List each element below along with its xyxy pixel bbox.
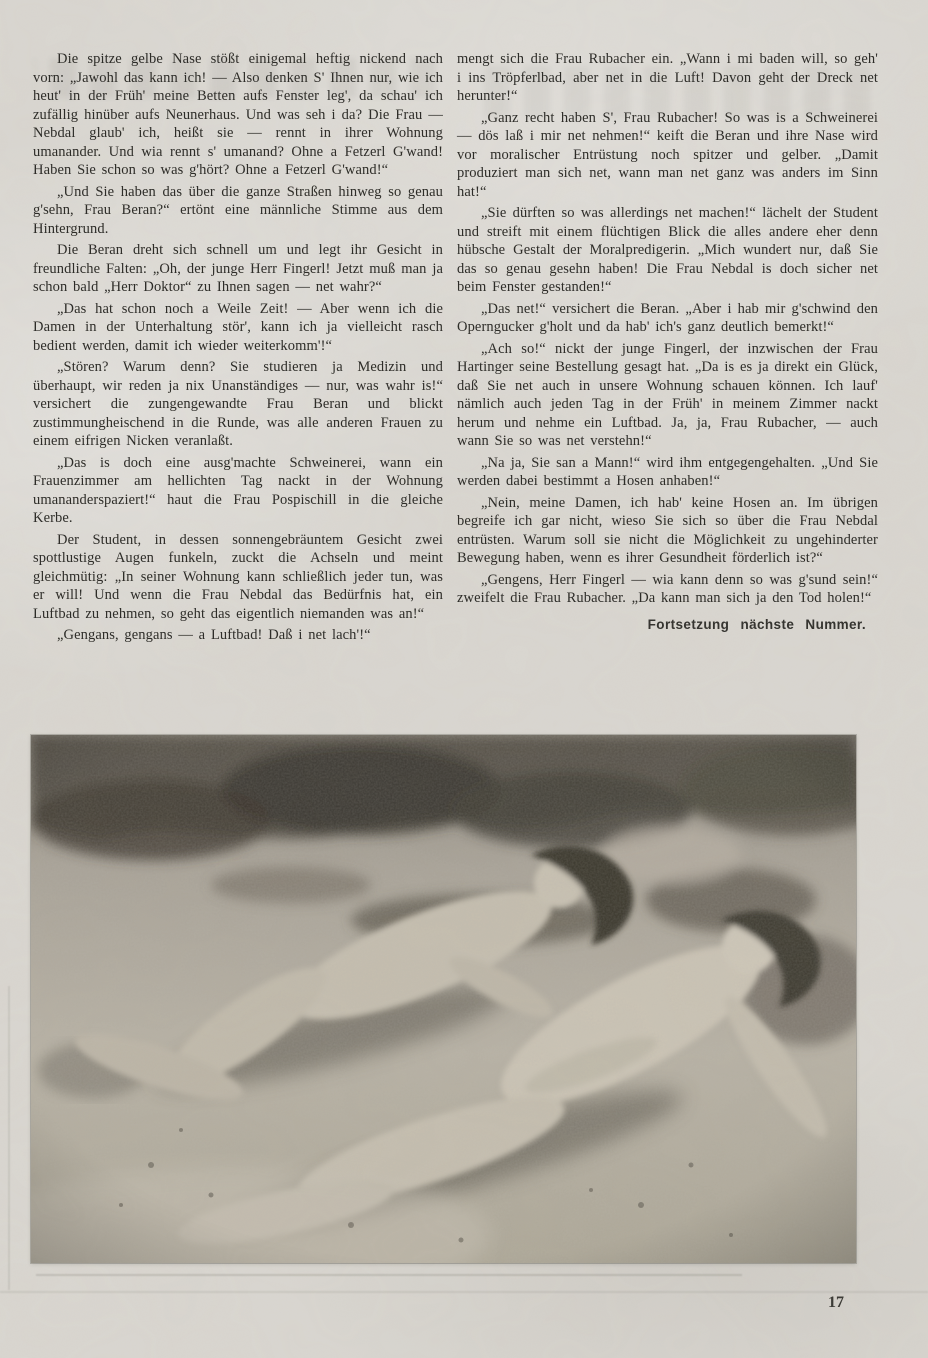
article-paragraph: „Das is doch eine ausg'machte Schweinerei, wann ein Frauenzimmer am hellichten Tag nackt in der Wohnung umananderspaziert!“ haut die Frau Pospischill in die gleiche Kerbe. <box>33 454 443 526</box>
text-column-left <box>33 50 443 648</box>
article-paragraph: Die spitze gelbe Nase stößt einigemal heftig nickend nach vorn: „Jawohl das kann ich! — Also denken S' Ihnen nur, wie ich heut' in der Früh' meine Betten aufs Fenster leg', da schau' ich zufällig hinüber aufs Neunerhaus. Und was seh i da? Die Frau — Nebdal glaub' ich, heißt sie — rennt in ihrer Wohnung umanander. Und wia rennt s' umanand? Ohne a Fetzerl G'wand! Haben Sie schon so was g'hört? Ohne a Fetzerl G'wand!“ <box>33 51 443 178</box>
article-paragraph: „Das hat schon noch a Weile Zeit! — Aber wenn ich die Damen in der Unterhaltung stör', kann ich ja vielleicht rasch bedient werden, damit ich wieder weiterkomm'!“ <box>33 300 443 354</box>
text-column-right <box>457 50 878 648</box>
continuation-notice: Fortsetzung nächste Nummer. <box>647 616 866 632</box>
beach-sunbathing-photo <box>31 735 856 1263</box>
article-paragraph: „Stören? Warum denn? Sie studieren ja Medizin und überhaupt, wir reden ja nix Unanständiges — nur, was wahr is!“ versichert die zungengewandte Frau Beran und blickt zustimmungheischend in die Runde, was alle anderen Frauen zu einem eifrigen Nicken veranlaßt. <box>33 359 443 449</box>
page-number: 17 <box>828 1294 844 1311</box>
article-paragraph: „Ach so!“ nickt der junge Fingerl, der inzwischen der Frau Hartinger seine Bestellung gesagt hat. „Da is es ja direkt ein Glück, daß Sie net auch in unsere Wohnung schauen können. Ich lauf' nämlich auch jeden Tag in der Früh' in meinem Zimmer nackt herum und nehme ein Luftbad. Ja, ja, Frau Rubacher, — auch wann Sie so was net verstehn!“ <box>457 340 878 449</box>
bleedthrough-frame-line <box>36 1274 742 1276</box>
article-paragraph: „Ganz recht haben S', Frau Rubacher! So was is a Schweinerei — dös laß i mir net nehmen!“ keift die Beran und ihre Nase wird vor moralischer Entrüstung noch spitzer und gelber. „Damit produziert man sich net, wann man net ganz was anders im Sinn hat!“ <box>457 109 878 200</box>
article-paragraph: mengt sich die Frau Rubacher ein. „Wann i mi baden will, so geh' i ins Tröpferlbad, aber net in die Luft! Davon geht der Dreck net herunter!“ <box>457 51 878 104</box>
article-paragraph: „Das net!“ versichert die Beran. „Aber i hab mir g'schwind den Operngucker g'holt und da hab' ich's ganz deutlich bemerkt!“ <box>457 300 878 335</box>
article-paragraph: Die Beran dreht sich schnell um und legt ihr Gesicht in freundliche Falten: „Oh, der junge Herr Fingerl! Jetzt muß man ja schon bald „Herr Doktor“ zu Ihnen sagen — net wahr?“ <box>33 242 443 295</box>
article-paragraph: Der Student, in dessen sonnengebräuntem Gesicht zwei spottlustige Augen funkeln, zuckt die Achseln und meint gleichmütig: „In seiner Wohnung kann schließlich jeder tun, was er will! Und wenn die Frau Nebdal das Bedürfnis hat, ein Luftbad zu nehmen, so geht das eigentlich niemanden was an!“ <box>33 531 443 622</box>
photo-illustration <box>31 735 856 1263</box>
article-paragraph: „Sie dürften so was allerdings net machen!“ lächelt der Student und streift mit einem flüchtigen Blick die alles andere eher denn hübsche Gestalt der Moralpredigerin. „Mich wundert nur, daß Sie das so genau gesehn haben! Die Frau Nebdal is doch sicher net beim Fenster gestanden!“ <box>457 205 878 295</box>
bleedthrough-frame-line <box>0 1291 928 1293</box>
article-body <box>33 50 878 648</box>
article-paragraph: „Na ja, Sie san a Mann!“ wird ihm entgegengehalten. „Und Sie werden dabei bestimmt a Hosen anhaben!“ <box>457 454 878 489</box>
article-paragraph: „Und Sie haben das über die ganze Straßen hinweg so genau g'sehn, Frau Beran?“ ertönt eine männliche Stimme aus dem Hintergrund. <box>33 183 443 237</box>
article-paragraph: „Gengens, Herr Fingerl — wia kann denn so was g'sund sein!“ zweifelt die Frau Rubacher. „Da kann man sich ja den Tod holen!“ <box>457 571 878 606</box>
article-paragraph: „Nein, meine Damen, ich hab' keine Hosen an. Im übrigen begreife ich gar nicht, wieso Sie sich so über die Frau Nebdal entrüsten. Warum soll sie nicht die Möglichkeit zu ungehinderter Bewegung haben, wenn es ihrer Gesundheit förderlich ist?“ <box>457 494 878 566</box>
bleedthrough-frame-line <box>8 986 10 1290</box>
article-paragraph: „Gengans, gengans — a Luftbad! Daß i net lach'!“ <box>57 627 371 643</box>
